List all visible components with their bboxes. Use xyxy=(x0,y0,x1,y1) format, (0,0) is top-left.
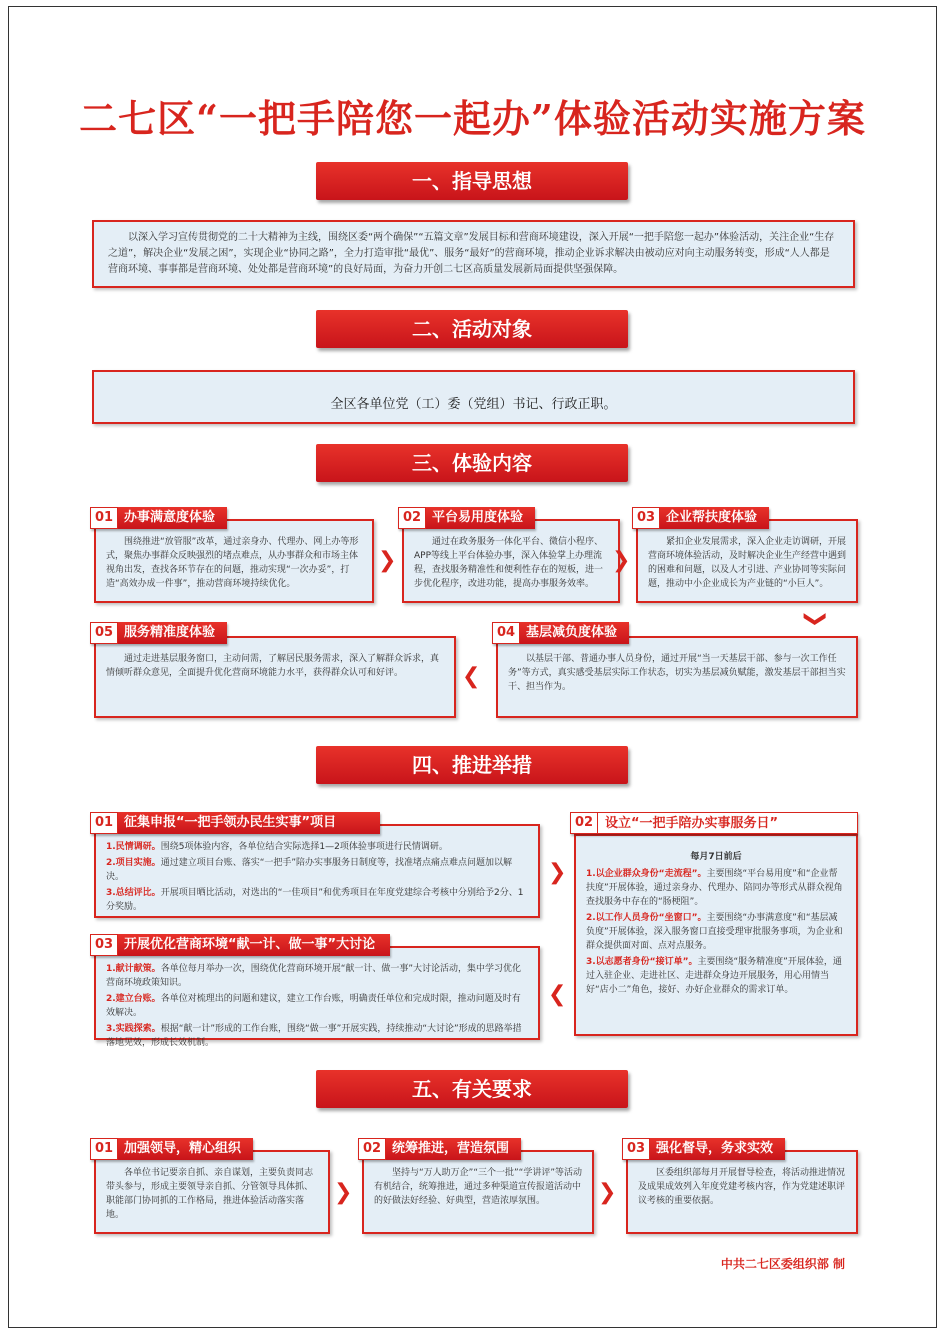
card-number: 01 xyxy=(90,507,118,529)
card-text: 围绕推进“放管服”改革，通过亲身办、代理办、网上办等形式，聚焦办事群众反映强烈的堵点难点，从办事群众和市场主体视角出发，查找各环节存在的问题，推动实现“一次办妥”，打造“高效办成一件事”，推动营商环境持续优化。 xyxy=(94,519,374,603)
card-text: 每月7日前后 1.以企业群众身份“走流程”。主要围绕“平台易用度”和“企业帮扶度”开展体验，通过亲身办、代理办、陪同办等形式从群众视角查找服务中存在的“肠梗阻”。 2.以工作人员身份“坐窗口”。主要围绕“办事满意度”和“基层减负度”开展体验，深入服务窗口直接受理审批服务事项，为企业和群众提供面对面、点对点服务。 3.以志愿者身份“接订单”。主要围绕“服务精准度”开展体验，通过入驻企业、走进社区、走进群众身边开展服务，用心用情当好“店小二”角色，接好、办好企业群众的需求订单。 xyxy=(574,834,858,1036)
requirement-card-1 xyxy=(90,1138,330,1234)
card-title: 基层减负度体验 xyxy=(492,622,629,644)
arrow-right-icon: ❯ xyxy=(378,548,397,573)
guiding-ideology-text: 以深入学习宣传贯彻党的二十大精神为主线，围绕区委“两个确保”“五篇文章”发展目标和营商环境建设，深入开展“一把手陪您一起办”体验活动，关注企业“生存之道”，解决企业“发展之困”，实现企业“协同之路”，全力打造审批“最优”、服务“最好”的营商环境，推动企业诉求解决由被动应对向主动服务转变，形成“人人都是营商环境、事事都是营商环境、处处都是营商环境”的良好局面，为奋力开创二七区高质量发展新局面提供坚强保障。 xyxy=(108,232,835,275)
card-text: 通过走进基层服务窗口，主动问需，了解居民服务需求，深入了解群众诉求，真情倾听群众意见，全面提升优化营商环境能力水平，获得群众认可和好评。 xyxy=(94,636,456,718)
requirement-card-2 xyxy=(358,1138,594,1234)
requirement-card-3 xyxy=(622,1138,858,1234)
card-text: 各单位书记要亲自抓、亲自谋划，主要负责同志带头参与，形成主要领导亲自抓、分管领导具体抓、职能部门协同抓的工作格局，推进体验活动落实落地。 xyxy=(94,1150,330,1234)
card-title: 服务精准度体验 xyxy=(90,622,227,644)
arrow-right-icon: ❯ xyxy=(612,548,631,573)
section-heading-experience-content: 三、体验内容 xyxy=(316,444,628,482)
card-title: 平台易用度体验 xyxy=(398,507,535,529)
experience-card-2 xyxy=(398,507,620,603)
card-number: 03 xyxy=(632,507,660,529)
card-title: 强化督导，务求实效 xyxy=(622,1138,785,1160)
card-number: 03 xyxy=(90,934,118,956)
measure-card-3 xyxy=(90,934,540,1048)
card-number: 05 xyxy=(90,622,118,644)
card-text: 通过在政务服务一体化平台、微信小程序、APP等线上平台体验办事，深入体验掌上办理流程，查找服务精准性和便利性存在的短板，进一步优化程序，改进功能，提高办事服务效率。 xyxy=(402,519,620,603)
measure-card-2 xyxy=(570,812,858,1036)
arrow-right-icon: ❯ xyxy=(598,1180,617,1205)
card-text: 1.献计献策。各单位每月举办一次，围绕优化营商环境开展“献一计、做一事”大讨论活动，集中学习优化营商环境政策知识。 2.建立台账。各单位对梳理出的问题和建议，建立工作台账，明确责任单位和完成时限，推动问题及时有效解决。 3.实践探索。根据“献一计”形成的工作台账，围绕“做一事”开展实践，持续推动“大讨论”形成的思路举措落地见效，形成长效机制。 xyxy=(94,946,540,1040)
section-heading-measures: 四、推进举措 xyxy=(316,746,628,784)
experience-card-5 xyxy=(90,622,456,718)
card-title: 设立“一把手陪办实事服务日” xyxy=(570,812,858,834)
card-number: 02 xyxy=(570,812,598,834)
card-title: 征集申报“一把手领办民生实事”项目 xyxy=(90,812,380,834)
activity-target-box xyxy=(92,370,855,424)
card-title: 加强领导，精心组织 xyxy=(90,1138,253,1160)
card-number: 02 xyxy=(358,1138,386,1160)
card-text: 区委组织部每月开展督导检查，将活动推进情况及成果成效列入年度党建考核内容，作为党建述职评议考核的重要依据。 xyxy=(626,1150,858,1234)
page-title: 二七区“一把手陪您一起办”体验活动实施方案 xyxy=(79,96,866,141)
activity-target-text: 全区各单位党（工）委（党组）书记、行政正职。 xyxy=(330,397,617,412)
arrow-right-icon: ❯ xyxy=(334,1180,353,1205)
card-title: 统筹推进，营造氛围 xyxy=(358,1138,521,1160)
section-heading-requirements: 五、有关要求 xyxy=(316,1070,628,1108)
card-text: 坚持与“万人助万企”“三个一批”“学讲评”等活动有机结合，统筹推进，通过多种渠道宣传报道活动中的好做法好经验、好典型，营造浓厚氛围。 xyxy=(362,1150,594,1234)
card-number: 02 xyxy=(398,507,426,529)
card-number: 01 xyxy=(90,812,118,834)
measure-card-1 xyxy=(90,812,540,918)
card-title: 开展优化营商环境“献一计、做一事”大讨论 xyxy=(90,934,390,956)
section-heading-guiding-ideology: 一、指导思想 xyxy=(316,162,628,200)
card-title: 企业帮扶度体验 xyxy=(632,507,769,529)
card-text: 1.民情调研。围绕5项体验内容，各单位结合实际选择1—2项体验事项进行民情调研。 2.项目实施。通过建立项目台账、落实“一把手”陪办实事服务日制度等，找准堵点痛点难点问题加以解决。 3.总结评比。开展项目晒比活动，对选出的“一佳项目”和优秀项目在年度党建综合考核中分别给予2分、1分奖励。 xyxy=(94,824,540,918)
card-title: 办事满意度体验 xyxy=(90,507,227,529)
card-number: 03 xyxy=(622,1138,650,1160)
experience-card-1 xyxy=(90,507,374,603)
card-text: 以基层干部、普通办事人员身份，通过开展“当一天基层干部、参与一次工作任务”等方式，真实感受基层实际工作状态，切实为基层减负赋能，激发基层干部担当实干、担当作为。 xyxy=(496,636,858,718)
experience-card-3 xyxy=(632,507,858,603)
arrow-left-icon: ❮ xyxy=(548,982,567,1007)
card-number: 04 xyxy=(492,622,520,644)
footer-credit: 中共二七区委组织部 制 xyxy=(720,1257,845,1271)
arrow-down-icon: ❯ xyxy=(803,609,829,629)
guiding-ideology-box xyxy=(92,220,855,288)
card-number: 01 xyxy=(90,1138,118,1160)
experience-card-4 xyxy=(492,622,858,718)
arrow-left-icon: ❮ xyxy=(462,664,481,689)
card-text: 紧扣企业发展需求，深入企业走访调研，开展营商环境体验活动，及时解决企业生产经营中遇到的困难和问题，以及人才引进、产业协同等实际问题，推动中小企业成长为产业链的“小巨人”。 xyxy=(636,519,858,603)
section-heading-activity-target: 二、活动对象 xyxy=(316,310,628,348)
arrow-right-icon: ❯ xyxy=(548,860,567,885)
